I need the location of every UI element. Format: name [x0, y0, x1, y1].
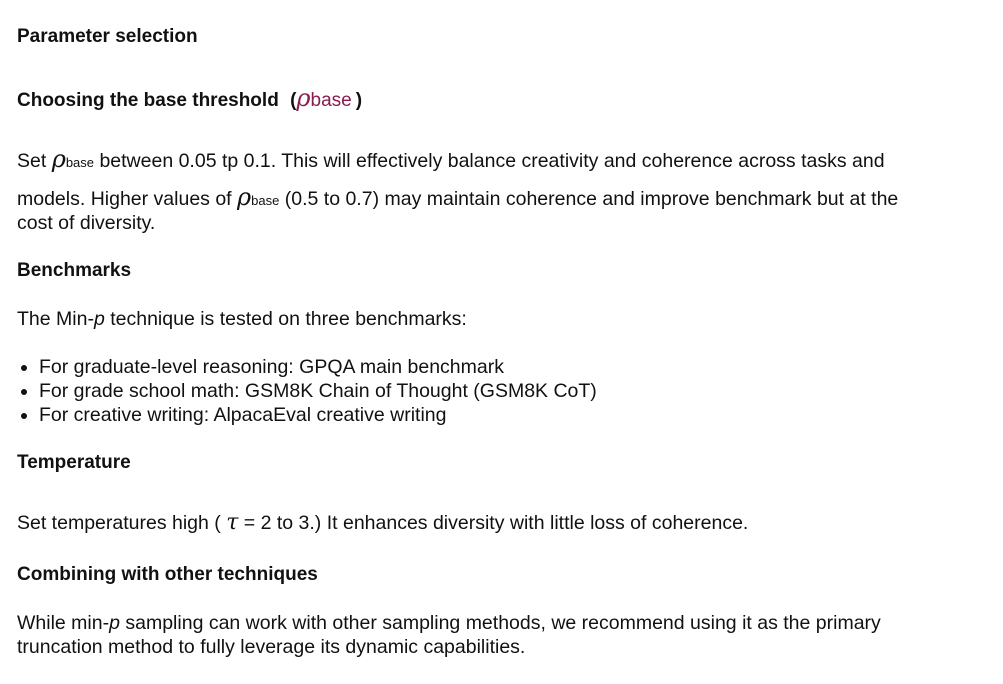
para-line2-rest: (0.5 to 0.7) may maintain coherence and improve benchmark but at the: [284, 188, 899, 210]
benchmarks-heading: Benchmarks: [17, 260, 132, 281]
combining-p-italic: p: [109, 612, 120, 634]
combining-start: While min-: [17, 612, 110, 634]
heading-base-subscript: base: [310, 90, 352, 111]
para-set-word: Set: [17, 150, 47, 172]
page-title: Parameter selection: [17, 26, 198, 47]
benchmark-list: [17, 355, 597, 427]
intro-start: The Min-: [17, 308, 94, 330]
para-line2-start: models. Higher values of: [17, 188, 232, 210]
intro-rest: technique is tested on three benchmarks:: [104, 308, 467, 330]
temperature-heading: Temperature: [17, 452, 131, 473]
list-item: For creative writing: AlpacaEval creative writing: [17, 403, 597, 427]
temperature-text-start: Set temperatures high (: [17, 512, 221, 534]
para-line1-rest: between 0.05 tp 0.1. This will effectively balance creativity and coherence across tasks and: [99, 150, 885, 172]
list-item: For grade school math: GSM8K Chain of Thought (GSM8K CoT): [17, 379, 597, 403]
heading-paren-close: ): [355, 90, 363, 111]
combining-line-1: [17, 611, 983, 635]
list-item: For graduate-level reasoning: GPQA main benchmark: [17, 355, 597, 379]
base-threshold-heading: [17, 86, 362, 113]
tau-symbol: τ: [226, 510, 239, 535]
base-threshold-line-1: [17, 144, 983, 178]
heading-rho-symbol: ρ: [296, 84, 311, 112]
base-threshold-heading-text: Choosing the base threshold: [17, 90, 279, 111]
base-threshold-line-3: cost of diversity.: [17, 212, 156, 234]
base-subscript: base: [65, 155, 95, 170]
rho-symbol: ρ: [237, 183, 252, 211]
temperature-text-rest: = 2 to 3.) It enhances diversity with little loss of coherence.: [243, 512, 749, 534]
rho-symbol: ρ: [51, 145, 66, 173]
benchmarks-intro: [17, 307, 983, 331]
heading-paren-open: (: [290, 90, 297, 111]
intro-p-italic: p: [93, 308, 105, 330]
combining-rest: sampling can work with other sampling methods, we recommend using it as the primary: [119, 612, 881, 634]
base-subscript: base: [251, 193, 280, 208]
temperature-text: [17, 508, 983, 538]
combining-line-2: truncation method to fully leverage its dynamic capabilities.: [17, 636, 526, 658]
combining-heading: Combining with other techniques: [17, 564, 318, 585]
